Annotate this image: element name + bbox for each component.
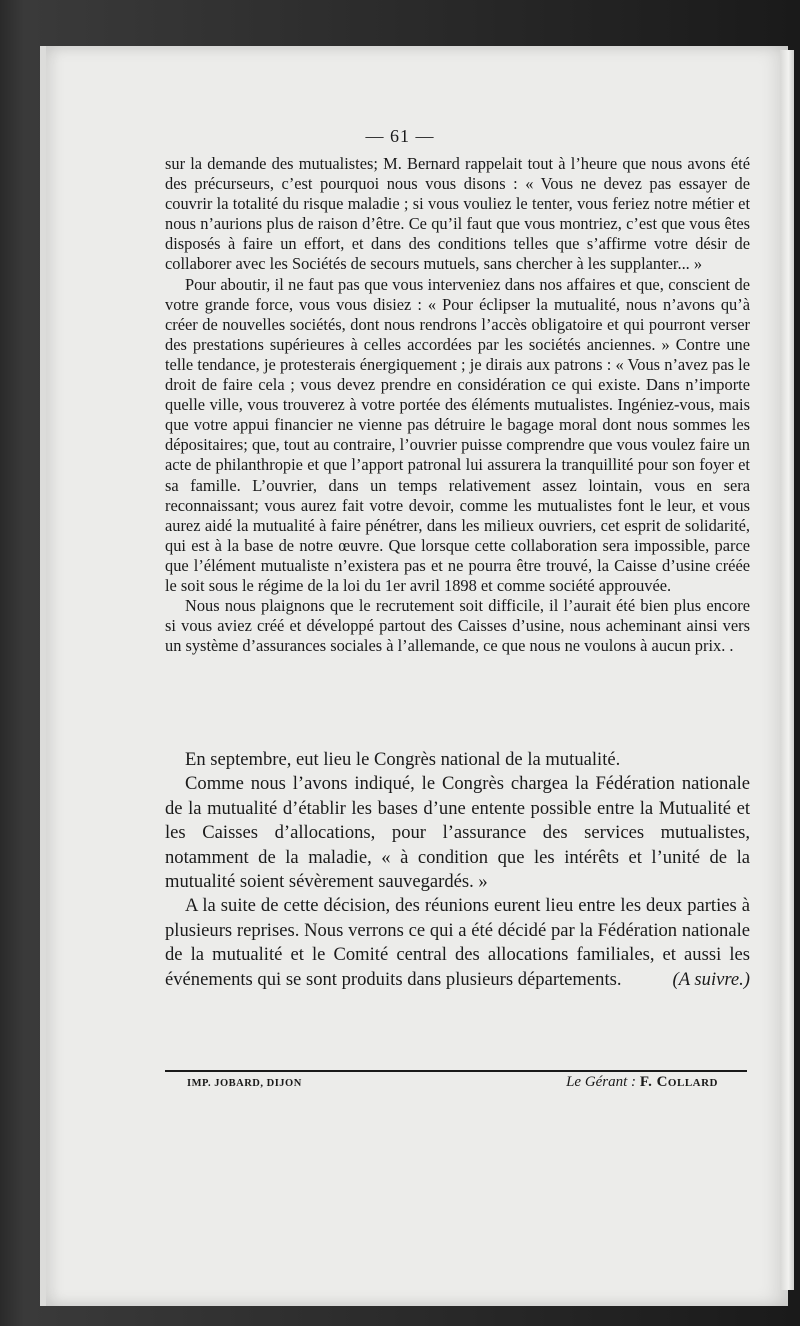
paragraph-text: A la suite de cette décision, des réunions eurent lieu entre les deux parties à plusieurs reprises. Nous verrons ce qui a été décidé par la Fédération nationale de la mutualité et le Comité central des allocations familiales, et aussi les événements qui se sont produits dans plusieurs départements. bbox=[165, 895, 750, 990]
paragraph bbox=[165, 894, 750, 992]
manager-signature-line bbox=[566, 1074, 718, 1091]
paragraph: sur la demande des mutualistes; M. Bernard rappelait tout à l’heure que nous avons été des précurseurs, c’est pourquoi nous vous disons : « Vous ne devez pas essayer de couvrir la totalité du risque maladie ; si vous vouliez le tenter, vous feriez notre métier et nous n’aurions plus de raison d’être. Ce qu’il faut que vous montriez, c’est que vous êtes disposés à faire un effort, et dans des conditions telles que s’affirme votre désir de collaborer avec les Sociétés de secours mutuels, sans chercher à les supplanter... » bbox=[165, 154, 750, 274]
body-small-text bbox=[165, 154, 750, 656]
paragraph: Nous nous plaignons que le recrutement soit difficile, il l’aurait été bien plus encore si vous aviez créé et développé partout des Caisses d’usine, nous acheminant ainsi vers un système d’assurances sociales à l’allemande, ce que nous ne voulons à aucun prix. . bbox=[165, 596, 750, 656]
page-edge bbox=[780, 50, 794, 1290]
body-large-text bbox=[165, 748, 750, 992]
footer-divider bbox=[165, 1070, 747, 1072]
page-number: — 61 — bbox=[365, 126, 435, 146]
paragraph: En septembre, eut lieu le Congrès national de la mutualité. bbox=[185, 749, 621, 770]
manager-label: Le Gérant : bbox=[566, 1074, 637, 1090]
paragraph: Pour aboutir, il ne faut pas que vous interveniez dans nos affaires et que, conscient de votre grande force, vous vous disiez : « Pour éclipser la mutualité, nous n’avons qu’à créer de nouvelles sociétés, dont nous rendrons l’accès obligatoire et qui pourront verser des prestations supérieures à celles accordées par les sociétés anciennes. » Contre une telle tendance, je protesterais énergiquement ; je dirais aux patrons : « Vous n’avez pas le droit de faire cela ; vous devez prendre en considération ce qui existe. Dans n’importe quelle ville, vous trouverez à votre portée des éléments mutualistes. Ingéniez-vous, mais que votre appui financier ne vienne pas détruire le bagage moral dont nous sommes les dépositaires; que, tout au contraire, l’ouvrier puisse comprendre que vous voulez faire un acte de philanthropie et que l’apport patronal lui assurera la tranquillité pour son foyer et sa famille. L’ouvrier, dans un temps relativement assez lointain, vous en sera reconnaissant; vous aurez fait votre devoir, comme les mutualistes font le leur, et vous aurez aidé la mutualité à faire pénétrer, dans les milieux ouvriers, cet esprit de solidarité, qui est à la base de notre œuvre. Que lorsque cette collaboration sera impossible, parce que l’élément mutualiste n’existera pas et ne pourra être trouvé, la Caisse d’usine créée le soit sous le régime de la loi du 1er avril 1898 et comme société approuvée. bbox=[165, 274, 750, 595]
manager-name: F. Collard bbox=[639, 1074, 718, 1090]
continuation-note: (A suivre.) bbox=[672, 968, 750, 990]
printer-imprint: IMP. JOBARD, DIJON bbox=[187, 1078, 302, 1089]
paragraph: Comme nous l’avons indiqué, le Congrès chargea la Fédération nationale de la mutualité d’établir les bases d’une entente possible entre la Mutualité et les Caisses d’allocations, pour l’assurance des services mutualistes, notamment de la maladie, « à condition que les intérêts et l’unité de la mutualité soient sévèrement sauvegardés. » bbox=[165, 773, 750, 893]
